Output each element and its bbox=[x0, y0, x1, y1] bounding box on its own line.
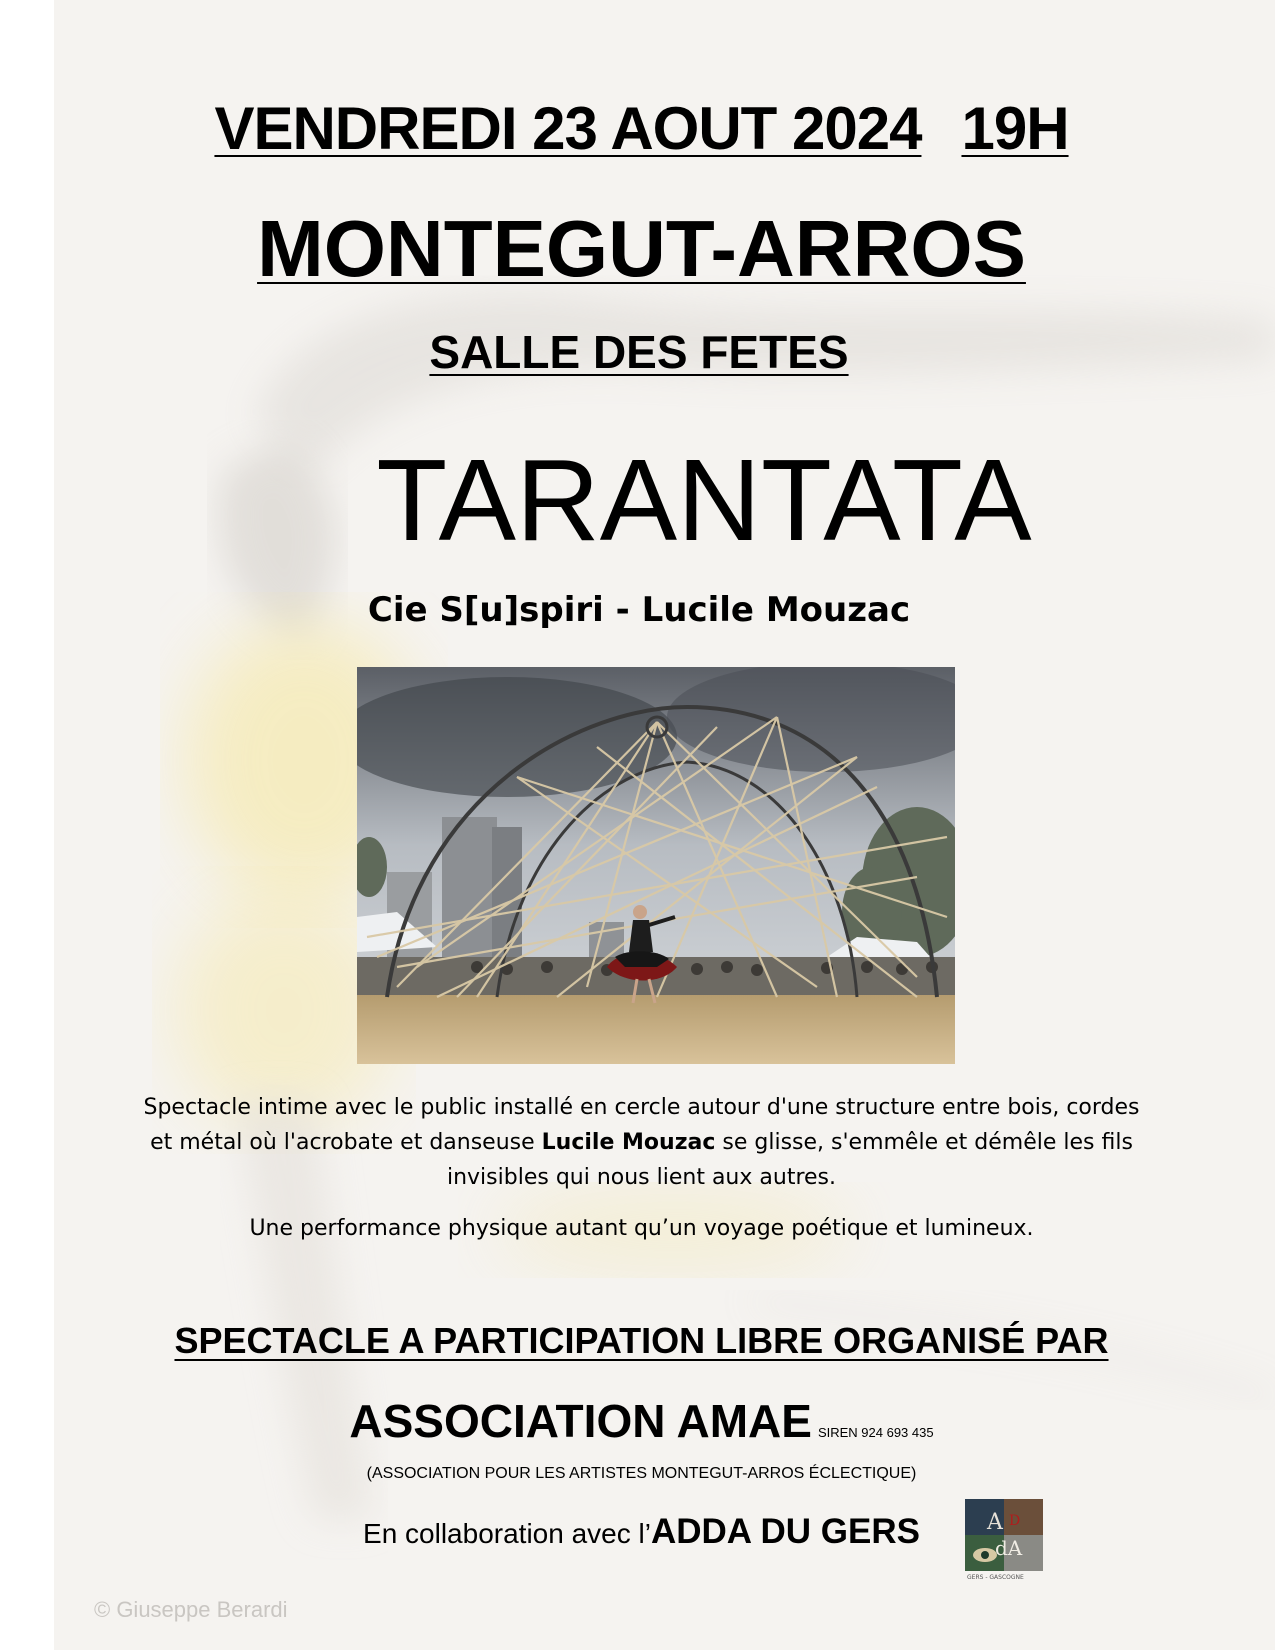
performer-name: Lucile Mouzac bbox=[541, 1130, 716, 1155]
description-paragraph: Spectacle intime avec le public installé en cercle autour d'une structure entre bois, cordes et métal où l'acrobate et danseuse Lucile Mouzac se glisse, s'emmêle et démêle les fils invisibles qui nous lient aux autres. bbox=[143, 1095, 1140, 1190]
aerial-structure-photo bbox=[357, 667, 955, 1064]
event-venue: SALLE DES FETES bbox=[429, 326, 849, 378]
organizer-association bbox=[54, 1394, 1229, 1448]
event-poster bbox=[54, 0, 1275, 1650]
association-name: ASSOCIATION AMAE bbox=[349, 1395, 812, 1447]
show-title: TARANTATA bbox=[376, 435, 1032, 565]
association-full-name: (ASSOCIATION POUR LES ARTISTES MONTEGUT-ARROS ÉCLECTIQUE) bbox=[366, 1465, 917, 1482]
association-siren: SIREN 924 693 435 bbox=[817, 1425, 934, 1440]
svg-text:dA: dA bbox=[995, 1536, 1023, 1560]
participation-heading: SPECTACLE A PARTICIPATION LIBRE ORGANISÉ PAR bbox=[174, 1320, 1109, 1361]
svg-text:GERS - GASCOGNE: GERS - GASCOGNE bbox=[967, 1574, 1024, 1581]
event-town: MONTEGUT-ARROS bbox=[257, 204, 1026, 293]
event-date-time: VENDREDI 23 AOUT 2024 19H bbox=[214, 95, 1069, 162]
partner-name: ADDA DU GERS bbox=[650, 1512, 920, 1551]
svg-text:D: D bbox=[1009, 1513, 1021, 1529]
show-description bbox=[54, 1090, 1229, 1246]
adda-gers-logo bbox=[965, 1499, 1043, 1581]
company-name: Cie S[u]spiri - Lucile Mouzac bbox=[367, 590, 911, 630]
description-tagline: Une performance physique autant qu’un voyage poétique et lumineux. bbox=[249, 1216, 1034, 1241]
performance-photo bbox=[357, 667, 955, 1064]
collaboration-line: En collaboration avec l’ADDA DU GERS bbox=[363, 1512, 920, 1551]
photo-credit: © Giuseppe Berardi bbox=[94, 1597, 288, 1622]
svg-text:A: A bbox=[987, 1510, 1003, 1535]
